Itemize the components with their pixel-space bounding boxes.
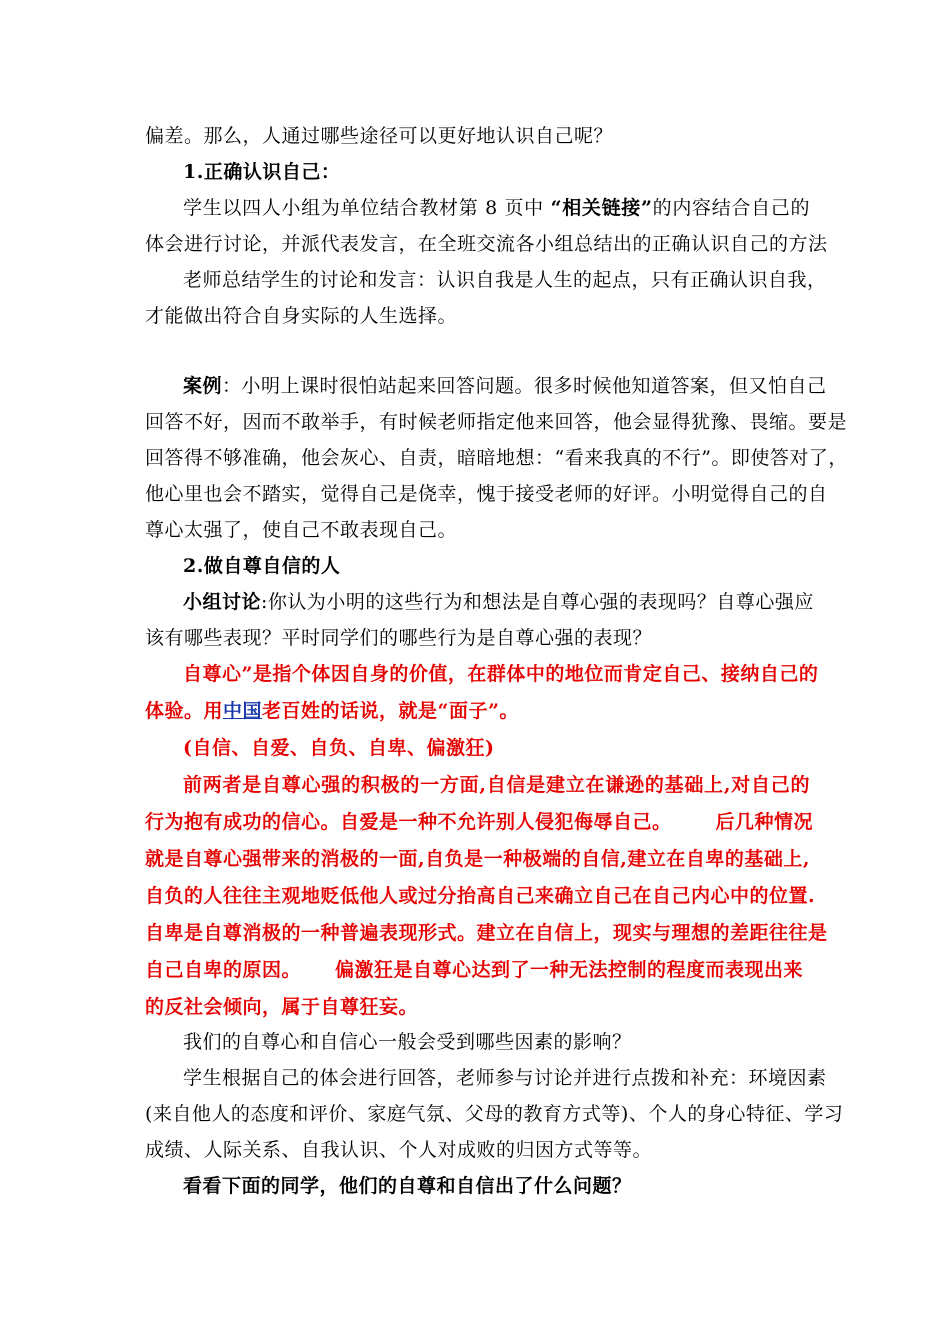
- paragraph-line: 偏差。那么，人通过哪些途径可以更好地认识自己呢？: [145, 125, 614, 147]
- red-paragraph-line: 的反社会倾向，属于自尊狂妄。: [145, 996, 419, 1018]
- discussion-label: 小组讨论: [183, 591, 262, 613]
- paragraph-line: 该有哪些表现？平时同学们的哪些行为是自尊心强的表现？: [145, 627, 653, 649]
- section-heading: 1.正确认识自己：: [183, 161, 341, 183]
- text-span: :你认为小明的这些行为和想法是自尊心强的表现吗？自尊心强应: [261, 591, 814, 613]
- paragraph-line: 老师总结学生的讨论和发言：认识自我是人生的起点，只有正确认识自我，: [183, 269, 827, 291]
- emphasis-text: “相关链接”: [550, 197, 653, 219]
- red-paragraph-line: 前两者是自尊心强的积极的一方面,自信是建立在谦逊的基础上,对自己的: [183, 774, 810, 796]
- red-paragraph-line: 自尊心”是指个体因自身的价值，在群体中的地位而肯定自己、接纳自己的: [183, 663, 819, 685]
- text-span: 老百姓的话说，就是“面子”。: [262, 700, 519, 722]
- paragraph-line: [183, 196, 810, 220]
- paragraph-line: 成绩、人际关系、自我认识、个人对成败的归因方式等等。: [145, 1139, 653, 1161]
- paragraph-line: [183, 374, 827, 398]
- red-paragraph-line: (自信、自爱、自负、自卑、偏激狂): [183, 737, 495, 759]
- china-link[interactable]: 中国: [223, 700, 263, 722]
- paragraph-line: 尊心太强了，使自己不敢表现自己。: [145, 519, 458, 541]
- paragraph-line: 才能做出符合自身实际的人生选择。: [145, 305, 458, 327]
- paragraph-line: 回答不好，因而不敢举手，有时候老师指定他来回答，他会显得犹豫、畏缩。要是: [145, 411, 848, 433]
- red-paragraph-line: 自卑是自尊消极的一种普遍表现形式。建立在自信上，现实与理想的差距往往是: [145, 922, 828, 944]
- red-paragraph-line: [145, 810, 814, 834]
- text-span: 偏激狂是自尊心达到了一种无法控制的程度而表现出来: [335, 959, 804, 981]
- paragraph-line: [183, 590, 814, 614]
- paragraph-line: 体会进行讨论，并派代表发言，在全班交流各小组总结出的正确认识自己的方法: [145, 233, 828, 255]
- text-span: 后几种情况: [715, 811, 814, 833]
- red-paragraph-line: 就是自尊心强带来的消极的一面,自负是一种极端的自信,建立在自卑的基础上,: [145, 848, 810, 870]
- paragraph-line: (来自他人的态度和评价、家庭气氛、父母的教育方式等)、个人的身心特征、学习: [145, 1103, 844, 1125]
- text-span: 自己自卑的原因。: [145, 959, 302, 981]
- closing-question: 看看下面的同学，他们的自尊和自信出了什么问题？: [183, 1175, 632, 1197]
- paragraph-line: 我们的自尊心和自信心一般会受到哪些因素的影响？: [183, 1031, 632, 1053]
- paragraph-line: 回答得不够准确，他会灰心、自责，暗暗地想：“看来我真的不行”。即使答对了，: [145, 447, 848, 469]
- text-span: ：小明上课时很怕站起来回答问题。很多时候他知道答案，但又怕自己: [222, 375, 827, 397]
- text-span: 体验。用: [145, 700, 224, 722]
- red-paragraph-line: [145, 699, 810, 723]
- text-span: 行为抱有成功的信心。自爱是一种不允许别人侵犯侮辱自己。: [145, 811, 672, 833]
- paragraph-line: 学生根据自己的体会进行回答，老师参与讨论并进行点拨和补充：环境因素: [183, 1067, 827, 1089]
- paragraph-line: 他心里也会不踏实，觉得自己是侥幸，愧于接受老师的好评。小明觉得自己的自: [145, 483, 828, 505]
- case-label: 案例: [183, 375, 223, 397]
- section-heading: 2.做自尊自信的人: [183, 555, 341, 577]
- red-paragraph-line: 自负的人往往主观地贬低他人或过分抬高自己来确立自己在自己内心中的位置.: [145, 885, 816, 907]
- text-span: 的内容结合自己的: [652, 197, 810, 219]
- text-span: 学生以四人小组为单位结合教材第 8 页中: [183, 197, 551, 219]
- red-paragraph-line: [145, 958, 810, 982]
